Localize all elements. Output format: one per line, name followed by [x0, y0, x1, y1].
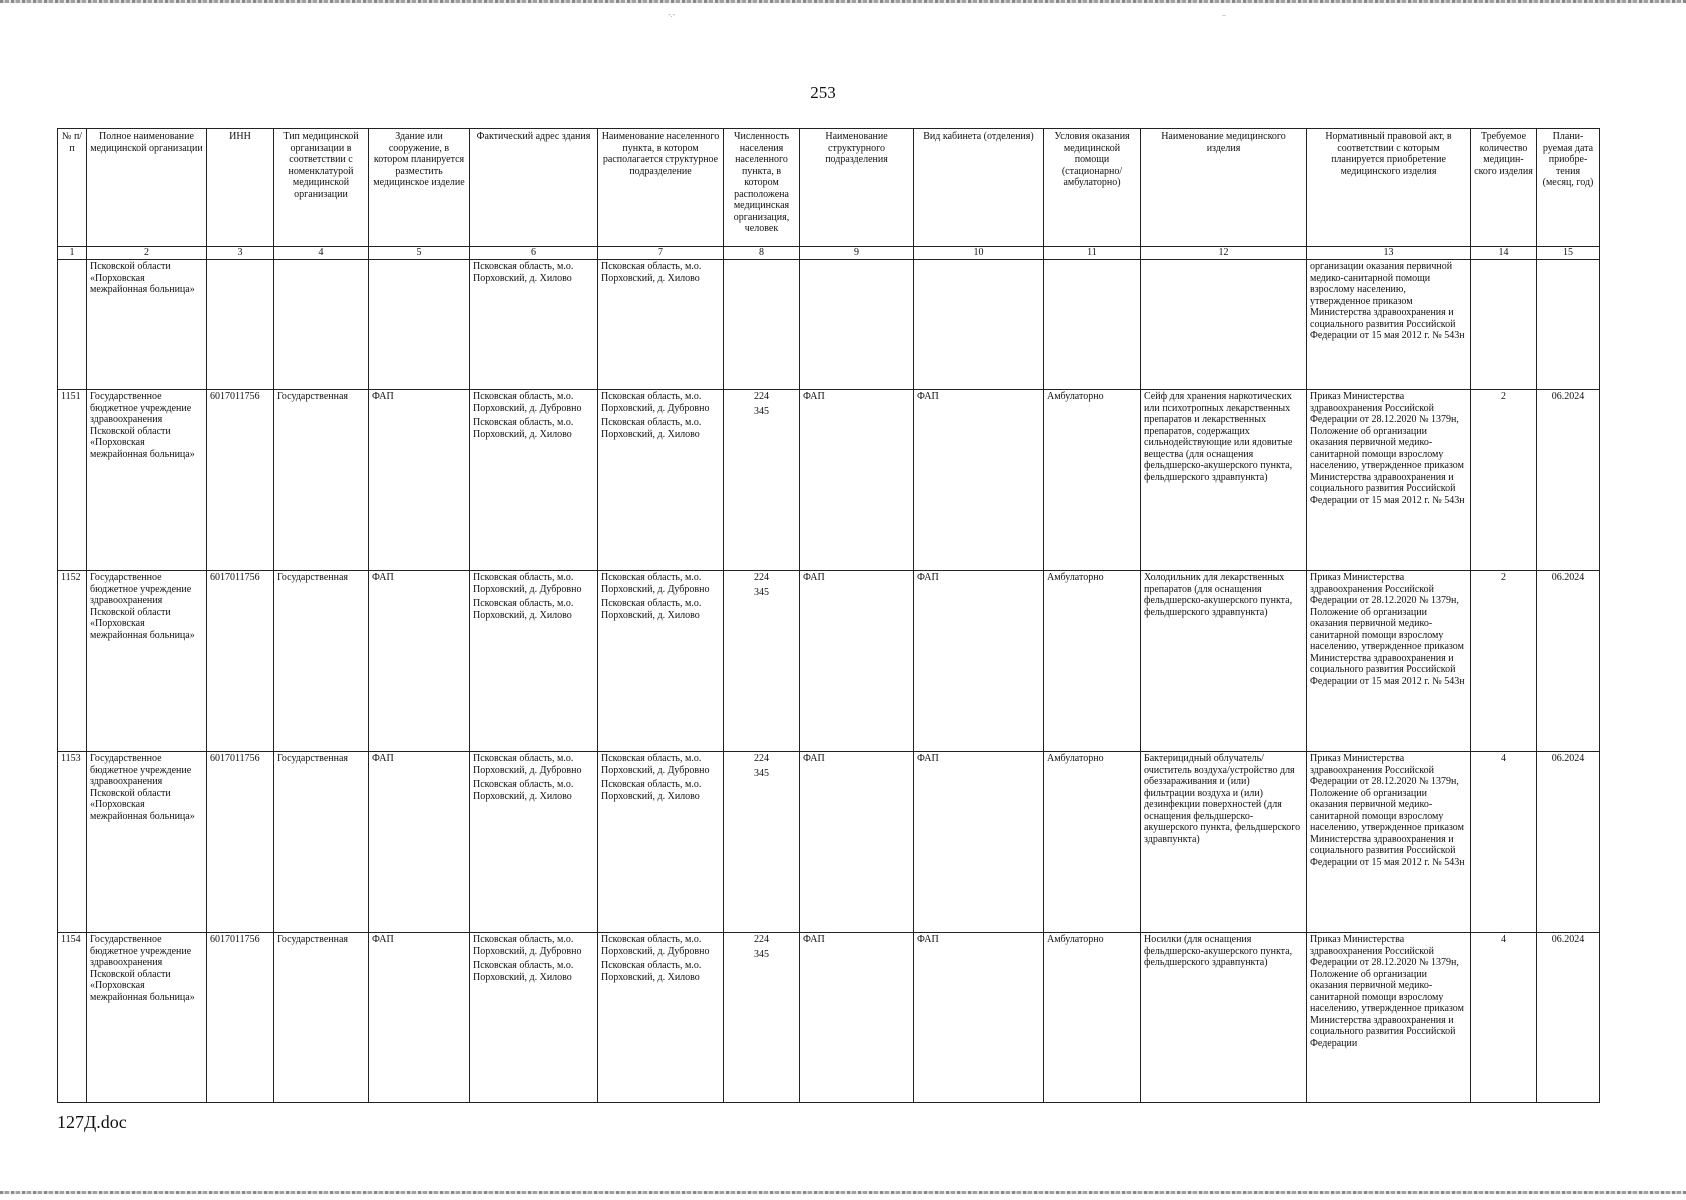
settlement-line: Псковская область, м.о. Порховский, д. Дубровно — [601, 753, 710, 776]
header-cell: Здание или сооружение, в котором планируется разместить медицинское изделие — [369, 129, 470, 247]
cell-settlement: Псковская область, м.о. Порховский, д. Хилово — [598, 260, 724, 390]
table-row — [58, 571, 1600, 752]
cell-device: Бактерицидный облучатель/очиститель воздуха/устройство для обеззараживания и (или) фильтрации воздуха и (или) дезинфекции поверхностей (для оснащения фельдшерско-акушерского пункта, фельдшерского здравпункта) — [1141, 752, 1307, 933]
cell-empty — [1044, 260, 1141, 390]
scan-edge-top — [0, 0, 1686, 3]
cell-empty — [207, 260, 274, 390]
settlement-line: Псковская область, м.о. Порховский, д. Дубровно — [601, 391, 710, 414]
cell-inn: 6017011756 — [207, 571, 274, 752]
scan-edge-bottom — [0, 1191, 1686, 1194]
cell-conditions: Амбулаторно — [1044, 390, 1141, 571]
settlement-line: Псковская область, м.о. Порховский, д. Дубровно — [601, 934, 710, 957]
column-number-row — [58, 247, 1600, 260]
page-number: 253 — [810, 83, 836, 102]
address-line: Псковская область, м.о. Порховский, д. Дубровно — [473, 572, 582, 595]
header-cell: Наименование населенного пункта, в котором располагается структурное подразделение — [598, 129, 724, 247]
cell-org: Государственное бюджетное учреждение здравоохранения Псковской области «Порховская межрайонная больница» — [87, 390, 207, 571]
cell-settlement — [598, 390, 724, 571]
cell-empty — [914, 260, 1044, 390]
header-cell: Полное наименование медицинской организации — [87, 129, 207, 247]
address-line: Псковская область, м.о. Порховский, д. Хилово — [473, 960, 574, 983]
cell-act: Приказ Министерства здравоохранения Российской Федерации от 28.12.2020 № 1379н, Положение об организации оказания первичной медико-санитарной помощи взрослому населению, утвержденное приказом Министерства здравоохранения и социального развития Российской Федерации от 15 мая 2012 г. № 543н — [1307, 571, 1471, 752]
cell-unit: ФАП — [800, 933, 914, 1103]
cell-conditions: Амбулаторно — [1044, 933, 1141, 1103]
cell-building: ФАП — [369, 571, 470, 752]
cell-num: 1154 — [58, 933, 87, 1103]
column-number: 4 — [274, 247, 369, 260]
column-number: 15 — [1537, 247, 1600, 260]
cell-address — [470, 752, 598, 933]
cell-device: Носилки (для оснащения фельдшерско-акушерского пункта, фельдшерского здравпункта) — [1141, 933, 1307, 1103]
header-cell: Плани-руемая дата приобре-тения (месяц, год) — [1537, 129, 1600, 247]
cell-num: 1153 — [58, 752, 87, 933]
address-line: Псковская область, м.о. Порховский, д. Дубровно — [473, 753, 582, 776]
cell-population — [724, 933, 800, 1103]
settlement-line: Псковская область, м.о. Порховский, д. Хилово — [601, 417, 702, 440]
address-line: Псковская область, м.о. Порховский, д. Дубровно — [473, 934, 582, 957]
scan-speck: -.- — [668, 10, 676, 19]
cell-population — [724, 752, 800, 933]
cell-qty: 4 — [1471, 933, 1537, 1103]
header-cell: № п/п — [58, 129, 87, 247]
population-value: 345 — [754, 948, 769, 960]
column-number: 12 — [1141, 247, 1307, 260]
population-value: 224 — [754, 391, 769, 402]
cell-building: ФАП — [369, 390, 470, 571]
column-number: 9 — [800, 247, 914, 260]
column-number: 5 — [369, 247, 470, 260]
column-number: 6 — [470, 247, 598, 260]
header-cell: ИНН — [207, 129, 274, 247]
scan-speck: – — [1222, 10, 1226, 19]
cell-cabinet: ФАП — [914, 390, 1044, 571]
cell-address — [470, 390, 598, 571]
cell-num: 1152 — [58, 571, 87, 752]
column-number: 8 — [724, 247, 800, 260]
cell-type: Государственная — [274, 390, 369, 571]
population-value: 345 — [754, 586, 769, 598]
column-number: 13 — [1307, 247, 1471, 260]
cell-org: Псковской области «Порховская межрайонная больница» — [87, 260, 207, 390]
address-line: Псковская область, м.о. Порховский, д. Хилово — [473, 417, 574, 440]
cell-type: Государственная — [274, 571, 369, 752]
cell-population — [724, 571, 800, 752]
cell-type: Государственная — [274, 933, 369, 1103]
address-line: Псковская область, м.о. Порховский, д. Дубровно — [473, 391, 582, 414]
cell-act: организации оказания первичной медико-санитарной помощи взрослому населению, утвержденное приказом Министерства здравоохранения и социального развития Российской Федерации от 15 мая 2012 г. № 543н — [1307, 260, 1471, 390]
cell-unit: ФАП — [800, 752, 914, 933]
cell-date: 06.2024 — [1537, 752, 1600, 933]
table-row — [58, 390, 1600, 571]
cell-inn: 6017011756 — [207, 752, 274, 933]
cell-empty — [800, 260, 914, 390]
table-row — [58, 752, 1600, 933]
cell-empty — [1537, 260, 1600, 390]
header-cell: Численность населения населенного пункта, в котором расположена медицинская организация, человек — [724, 129, 800, 247]
cell-conditions: Амбулаторно — [1044, 752, 1141, 933]
cell-population — [724, 390, 800, 571]
cell-empty — [1141, 260, 1307, 390]
cell-act: Приказ Министерства здравоохранения Российской Федерации от 28.12.2020 № 1379н, Положение об организации оказания первичной медико-санитарной помощи взрослому населению, утвержденное приказом Министерства здравоохранения и социального развития Российской Федерации от 15 мая 2012 г. № 543н — [1307, 390, 1471, 571]
cell-address: Псковская область, м.о. Порховский, д. Хилово — [470, 260, 598, 390]
cell-cabinet: ФАП — [914, 933, 1044, 1103]
population-value: 345 — [754, 405, 769, 417]
cell-empty — [724, 260, 800, 390]
continuation-row — [58, 260, 1600, 390]
cell-empty — [369, 260, 470, 390]
cell-act: Приказ Министерства здравоохранения Российской Федерации от 28.12.2020 № 1379н, Положение об организации оказания первичной медико-санитарной помощи взрослому населению, утвержденное приказом Министерства здравоохранения и социального развития Российской Федерации — [1307, 933, 1471, 1103]
column-number: 11 — [1044, 247, 1141, 260]
population-value: 224 — [754, 934, 769, 945]
cell-empty — [274, 260, 369, 390]
cell-settlement — [598, 933, 724, 1103]
address-line: Псковская область, м.о. Порховский, д. Хилово — [473, 779, 574, 802]
column-number: 14 — [1471, 247, 1537, 260]
header-cell: Тип медицинской организации в соответствии с номенклатурой медицинской организации — [274, 129, 369, 247]
cell-org: Государственное бюджетное учреждение здравоохранения Псковской области «Порховская межрайонная больница» — [87, 571, 207, 752]
cell-device: Сейф для хранения наркотических или психотропных лекарственных препаратов и лекарственных препаратов, содержащих сильнодействующие или ядовитые вещества (для оснащения фельдшерско-акушерского пункта, фельдшерского здравпункта) — [1141, 390, 1307, 571]
column-number: 1 — [58, 247, 87, 260]
cell-date: 06.2024 — [1537, 571, 1600, 752]
cell-num: 1151 — [58, 390, 87, 571]
address-line: Псковская область, м.о. Порховский, д. Хилово — [473, 598, 574, 621]
cell-date: 06.2024 — [1537, 933, 1600, 1103]
header-cell: Требуемое количество медицин-ского изделия — [1471, 129, 1537, 247]
population-value: 345 — [754, 767, 769, 779]
cell-building: ФАП — [369, 933, 470, 1103]
cell-date: 06.2024 — [1537, 390, 1600, 571]
header-row — [58, 129, 1600, 247]
cell-unit: ФАП — [800, 571, 914, 752]
procurement-table — [57, 128, 1600, 1103]
settlement-line: Псковская область, м.о. Порховский, д. Хилово — [601, 960, 702, 983]
header-cell: Вид кабинета (отделения) — [914, 129, 1044, 247]
cell-act: Приказ Министерства здравоохранения Российской Федерации от 28.12.2020 № 1379н, Положение об организации оказания первичной медико-санитарной помощи взрослому населению, утвержденное приказом Министерства здравоохранения и социального развития Российской Федерации от 15 мая 2012 г. № 543н — [1307, 752, 1471, 933]
cell-empty — [1471, 260, 1537, 390]
cell-inn: 6017011756 — [207, 933, 274, 1103]
cell-org: Государственное бюджетное учреждение здравоохранения Псковской области «Порховская межрайонная больница» — [87, 752, 207, 933]
cell-inn: 6017011756 — [207, 390, 274, 571]
cell-cabinet: ФАП — [914, 571, 1044, 752]
population-value: 224 — [754, 572, 769, 583]
header-cell: Условия оказания медицинской помощи (стационарно/ амбулаторно) — [1044, 129, 1141, 247]
column-number: 3 — [207, 247, 274, 260]
cell-type: Государственная — [274, 752, 369, 933]
header-cell: Нормативный правовой акт, в соответствии с которым планируется приобретение медицинского изделия — [1307, 129, 1471, 247]
settlement-line: Псковская область, м.о. Порховский, д. Хилово — [601, 598, 702, 621]
cell-building: ФАП — [369, 752, 470, 933]
cell-address — [470, 933, 598, 1103]
cell-empty — [58, 260, 87, 390]
column-number: 7 — [598, 247, 724, 260]
settlement-line: Псковская область, м.о. Порховский, д. Хилово — [601, 779, 702, 802]
cell-org: Государственное бюджетное учреждение здравоохранения Псковской области «Порховская межрайонная больница» — [87, 933, 207, 1103]
cell-qty: 2 — [1471, 390, 1537, 571]
cell-cabinet: ФАП — [914, 752, 1044, 933]
cell-unit: ФАП — [800, 390, 914, 571]
cell-qty: 4 — [1471, 752, 1537, 933]
cell-settlement — [598, 571, 724, 752]
cell-device: Холодильник для лекарственных препаратов (для оснащения фельдшерско-акушерского пункта, фельдшерского здравпункта) — [1141, 571, 1307, 752]
cell-settlement — [598, 752, 724, 933]
header-cell: Наименование медицинского изделия — [1141, 129, 1307, 247]
header-cell: Наименование структурного подразделения — [800, 129, 914, 247]
header-cell: Фактический адрес здания — [470, 129, 598, 247]
cell-qty: 2 — [1471, 571, 1537, 752]
column-number: 2 — [87, 247, 207, 260]
cell-address — [470, 571, 598, 752]
column-number: 10 — [914, 247, 1044, 260]
settlement-line: Псковская область, м.о. Порховский, д. Дубровно — [601, 572, 710, 595]
population-value: 224 — [754, 753, 769, 764]
footer-filename: 127Д.doc — [57, 1112, 127, 1132]
cell-conditions: Амбулаторно — [1044, 571, 1141, 752]
table-row — [58, 933, 1600, 1103]
